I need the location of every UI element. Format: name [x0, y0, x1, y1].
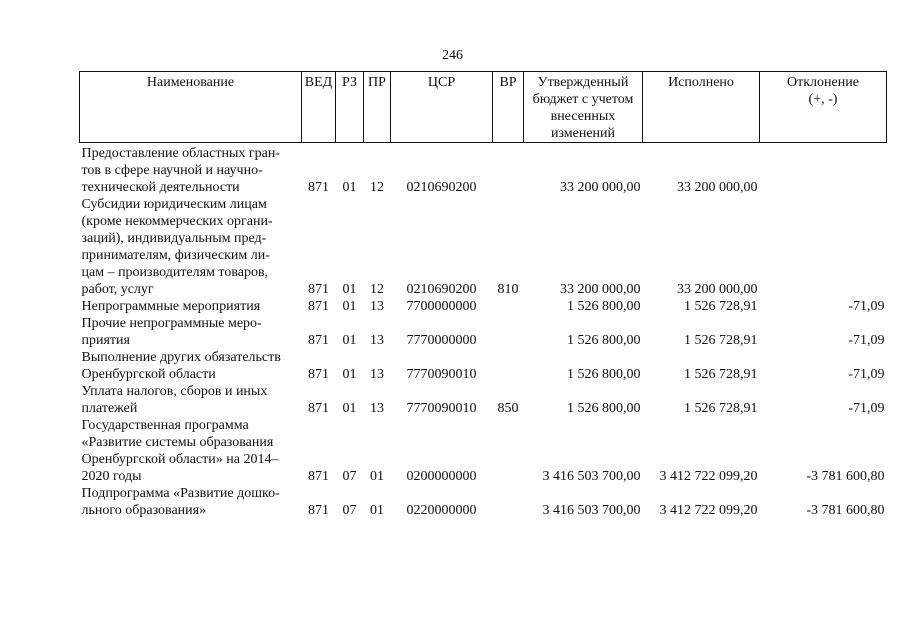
- cell-executed: 3 412 722 099,20: [659, 503, 758, 518]
- cell-approved: 33 200 000,00: [560, 282, 641, 297]
- table-row: [80, 315, 887, 349]
- cell-ved: 871: [308, 503, 329, 518]
- cell-rz: 01: [342, 333, 357, 348]
- cell-ved: 871: [308, 469, 329, 484]
- cell-csr: 0210690200: [406, 282, 477, 297]
- header-csr: ЦСР: [391, 72, 493, 143]
- cell-pr: 13: [370, 401, 384, 416]
- header-rz: РЗ: [336, 72, 364, 143]
- header-approved: Утвержденный бюджет с учетом внесенных изменений: [524, 72, 643, 143]
- cell-deviation: -3 781 600,80: [806, 469, 885, 484]
- cell-approved: 3 416 503 700,00: [542, 469, 641, 484]
- cell-vr: [493, 143, 524, 197]
- header-deviation: Отклонение (+, -): [760, 72, 887, 143]
- cell-deviation: -71,09: [848, 401, 885, 416]
- cell-csr: 7700000000: [406, 299, 477, 314]
- cell-pr: 13: [370, 367, 384, 382]
- cell-ved: 871: [308, 367, 329, 382]
- table-row: [80, 349, 887, 383]
- cell-pr: 01: [370, 503, 384, 518]
- cell-name: Выполнение других обязательств Оренбургской области: [81, 350, 281, 382]
- budget-table: [79, 71, 887, 519]
- cell-rz: 01: [342, 401, 357, 416]
- table-body: [80, 143, 887, 520]
- cell-approved: 1 526 800,00: [567, 401, 641, 416]
- cell-csr: 0210690200: [406, 180, 477, 195]
- cell-csr: 7770000000: [406, 333, 477, 348]
- cell-executed: 1 526 728,91: [684, 367, 758, 382]
- cell-name: Непрограммные мероприятия: [81, 299, 261, 314]
- cell-pr: 12: [370, 180, 384, 195]
- cell-csr: 7770090010: [406, 367, 477, 382]
- cell-executed: 33 200 000,00: [677, 282, 758, 297]
- header-name: Наименование: [80, 72, 302, 143]
- cell-executed: 1 526 728,91: [684, 299, 758, 314]
- cell-approved: 1 526 800,00: [567, 333, 641, 348]
- cell-ved: 871: [308, 299, 329, 314]
- cell-vr: 850: [497, 401, 519, 416]
- cell-rz: 01: [342, 299, 357, 314]
- cell-executed: 1 526 728,91: [684, 333, 758, 348]
- cell-approved: 1 526 800,00: [567, 299, 641, 314]
- table-row: [80, 143, 887, 197]
- cell-ved: 871: [308, 282, 329, 297]
- cell-pr: 13: [370, 299, 384, 314]
- cell-name: Уплата налогов, сборов и иных платежей: [81, 384, 268, 416]
- cell-name: Государственная программа «Развитие системы образования Оренбургской области» на 2014– 2020 годы: [81, 418, 279, 484]
- cell-name: Подпрограмма «Развитие дошко- льного образования»: [81, 486, 280, 518]
- cell-pr: 13: [370, 333, 384, 348]
- header-pr: ПР: [364, 72, 391, 143]
- cell-rz: 01: [342, 180, 357, 195]
- cell-name: Прочие непрограммные меро- приятия: [81, 316, 262, 348]
- cell-approved: 33 200 000,00: [560, 180, 641, 195]
- cell-rz: 01: [342, 282, 357, 297]
- cell-ved: 871: [308, 180, 329, 195]
- header-vr: ВР: [493, 72, 524, 143]
- cell-approved: 1 526 800,00: [567, 367, 641, 382]
- cell-executed: 33 200 000,00: [677, 180, 758, 195]
- cell-name: Субсидии юридическим лицам (кроме некоммерческих органи- заций), индивидуальным пред- принимателям, физическим ли- цам – производителям товаров, работ, услуг: [81, 197, 273, 297]
- cell-name: Предоставление областных гран- тов в сфере научной и научно- технической деятельности: [81, 146, 280, 195]
- table-row: [80, 417, 887, 485]
- cell-pr: 12: [370, 282, 384, 297]
- table-row: [80, 383, 887, 417]
- cell-vr: [493, 315, 524, 349]
- table-row: [80, 196, 887, 298]
- cell-rz: 01: [342, 367, 357, 382]
- cell-deviation: -3 781 600,80: [806, 503, 885, 518]
- cell-deviation: [760, 143, 887, 197]
- table-row: [80, 485, 887, 519]
- cell-vr: [493, 298, 524, 315]
- cell-approved: 3 416 503 700,00: [542, 503, 641, 518]
- cell-vr: [493, 349, 524, 383]
- cell-executed: 1 526 728,91: [684, 401, 758, 416]
- table-row: [80, 298, 887, 315]
- header-executed: Исполнено: [643, 72, 760, 143]
- cell-deviation: -71,09: [848, 367, 885, 382]
- cell-rz: 07: [342, 503, 357, 518]
- cell-csr: 7770090010: [406, 401, 477, 416]
- cell-deviation: -71,09: [848, 299, 885, 314]
- cell-deviation: -71,09: [848, 333, 885, 348]
- page-number: 246: [442, 48, 463, 63]
- cell-deviation: [760, 196, 887, 298]
- table-header-row: [80, 72, 887, 143]
- cell-vr: [493, 485, 524, 519]
- header-ved: ВЕД: [302, 72, 336, 143]
- cell-ved: 871: [308, 333, 329, 348]
- cell-rz: 07: [342, 469, 357, 484]
- cell-executed: 3 412 722 099,20: [659, 469, 758, 484]
- cell-vr: 810: [497, 282, 519, 297]
- cell-ved: 871: [308, 401, 329, 416]
- cell-vr: [493, 417, 524, 485]
- cell-csr: 0200000000: [406, 469, 477, 484]
- cell-pr: 01: [370, 469, 384, 484]
- cell-csr: 0220000000: [406, 503, 477, 518]
